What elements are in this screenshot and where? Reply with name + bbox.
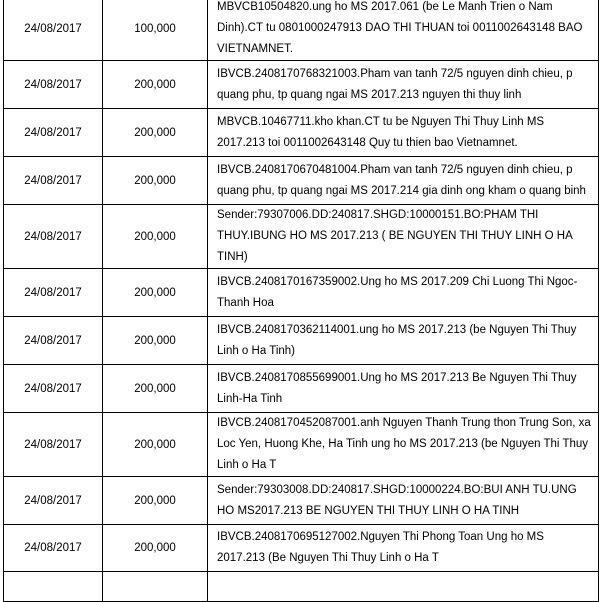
table-row: [4, 477, 599, 525]
table-row: [4, 205, 599, 269]
amount-cell: 200,000: [103, 205, 208, 269]
description-cell: MBVCB.10467711.kho khan.CT tu be Nguyen Thi Thuy Linh MS 2017.213 toi 0011002643148 Quy tu thien bao Vietnamnet.: [208, 109, 599, 157]
description-cell: IBVCB.2408170452087001.anh Nguyen Thanh Trung thon Trung Son, xa Loc Yen, Huong Khe, Ha Tinh ung ho MS 2017.213 (be Nguyen Thi Thuy Linh o Ha T: [208, 413, 599, 477]
date-cell: 24/08/2017: [4, 61, 103, 109]
description-cell: Sender:79307006.DD:240817.SHGD:10000151.BO:PHAM THI THUY.IBUNG HO MS 2017.213 ( BE NGUYEN THI THUY LINH O HA TINH): [208, 205, 599, 269]
table-row: [4, 413, 599, 477]
description-cell: MBVCB10504820.ung ho MS 2017.061 (be Le Manh Trien o Nam Dinh).CT tu 0801000247913 DAO THI THUAN toi 0011002643148 BAO VIETNAMNET.: [208, 0, 599, 61]
table-row: [4, 61, 599, 109]
amount-cell: 200,000: [103, 269, 208, 317]
transactions-table: [3, 0, 599, 602]
description-cell: IBVCB.2408170695127002.Nguyen Thi Phong Toan Ung ho MS 2017.213 (Be Nguyen Thi Thuy Linh o Ha T: [208, 525, 599, 572]
description-cell: IBVCB.2408170167359002.Ung ho MS 2017.209 Chi Luong Thi Ngoc-Thanh Hoa: [208, 269, 599, 317]
date-cell: [4, 572, 103, 602]
amount-cell: 100,000: [103, 0, 208, 61]
description-cell: IBVCB.2408170362114001.ung ho MS 2017.213 (be Nguyen Thi Thuy Linh o Ha Tinh): [208, 317, 599, 365]
table-row: [4, 0, 599, 61]
date-cell: 24/08/2017: [4, 365, 103, 413]
amount-cell: 200,000: [103, 157, 208, 205]
table-row: [4, 572, 599, 602]
amount-cell: 200,000: [103, 61, 208, 109]
description-cell: IBVCB.2408170855699001.Ung ho MS 2017.213 Be Nguyen Thi Thuy Linh-Ha Tinh: [208, 365, 599, 413]
date-cell: 24/08/2017: [4, 477, 103, 525]
amount-cell: 200,000: [103, 109, 208, 157]
date-cell: 24/08/2017: [4, 317, 103, 365]
description-cell: IBVCB.2408170768321003.Pham van tanh 72/5 nguyen dinh chieu, p quang phu, tp quang ngai MS 2017.213 nguyen thi thuy linh: [208, 61, 599, 109]
date-cell: 24/08/2017: [4, 269, 103, 317]
date-cell: 24/08/2017: [4, 413, 103, 477]
amount-cell: 200,000: [103, 477, 208, 525]
amount-cell: [103, 572, 208, 602]
date-cell: 24/08/2017: [4, 157, 103, 205]
date-cell: 24/08/2017: [4, 205, 103, 269]
table-row: [4, 157, 599, 205]
description-cell: IBVCB.2408170670481004.Pham van tanh 72/5 nguyen dinh chieu, p quang phu, tp quang ngai MS 2017.214 gia dinh ong kham o quang binh: [208, 157, 599, 205]
amount-cell: 200,000: [103, 413, 208, 477]
date-cell: 24/08/2017: [4, 0, 103, 61]
date-cell: 24/08/2017: [4, 525, 103, 572]
table-row: [4, 109, 599, 157]
amount-cell: 200,000: [103, 525, 208, 572]
table-row: [4, 269, 599, 317]
description-cell: [208, 572, 599, 602]
amount-cell: 200,000: [103, 317, 208, 365]
table-row: [4, 525, 599, 572]
description-cell: Sender:79303008.DD:240817.SHGD:10000224.BO:BUI ANH TU.UNG HO MS2017.213 BE NGUYEN THI THUY LINH O HA TINH: [208, 477, 599, 525]
amount-cell: 200,000: [103, 365, 208, 413]
date-cell: 24/08/2017: [4, 109, 103, 157]
table-row: [4, 317, 599, 365]
transactions-table-body: [4, 0, 599, 602]
table-row: [4, 365, 599, 413]
